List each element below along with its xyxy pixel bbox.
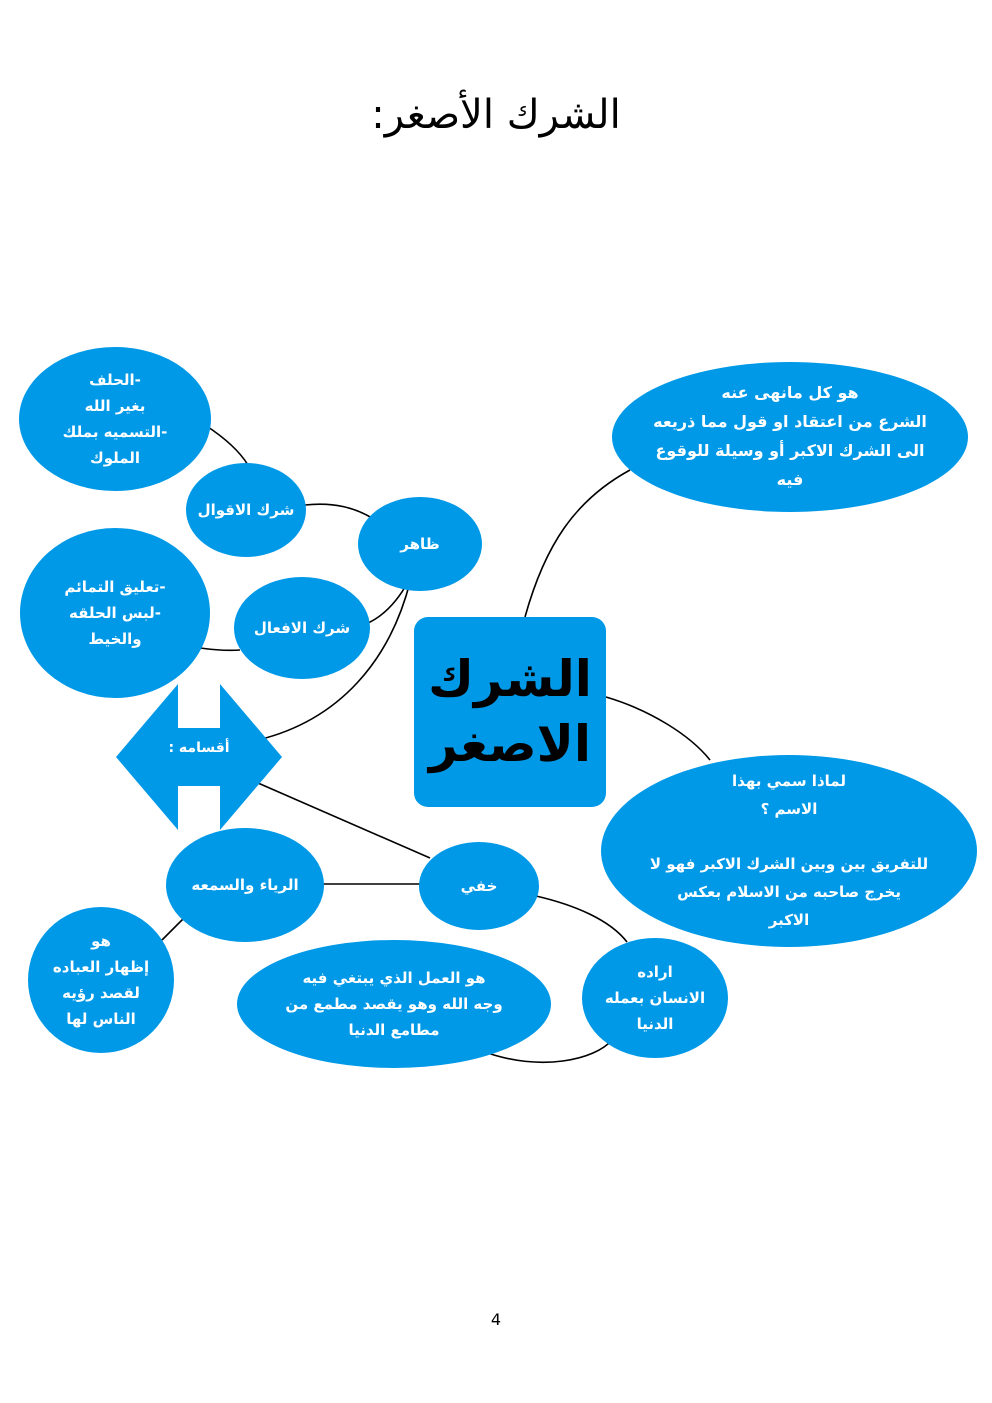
definition-bubble — [612, 362, 968, 512]
why-named-bubble — [601, 755, 977, 947]
page-title: الشرك الأصغر: — [371, 92, 621, 138]
hidden-text: خفي — [460, 876, 498, 895]
deeds-shirk-text: شرك الافعال — [253, 618, 351, 637]
connector-hidden-intent — [536, 896, 627, 942]
intent-definition-bubble — [237, 940, 551, 1068]
words-shirk-bubble — [186, 463, 306, 557]
apparent-text: ظاهر — [400, 534, 440, 553]
double-arrow-shape — [116, 684, 282, 830]
connector-words-examples — [205, 425, 248, 465]
deeds-examples-text: -تعليق التمائم -لبس الحلقه والخيط — [64, 577, 166, 649]
intent-bubble — [582, 938, 728, 1058]
divisions-label: أقسامه : — [168, 740, 230, 756]
riya-bubble — [166, 828, 324, 942]
center-topic-box — [414, 617, 606, 807]
why-named-text: لماذا سمي بهذا الاسم ؟ للتفريق بين وبين الشرك الاكبر فهو لا يخرج صاحبه من الاسلام بعكس الاكبر — [649, 771, 929, 929]
connector-deeds-examples — [200, 648, 240, 650]
intent-text: اراده الانسان بعمله الدنيا — [604, 962, 706, 1034]
connector-center-definition — [525, 470, 630, 617]
intent-definition-text: هو العمل الذي يبتغي فيه وجه الله وهو يقصد مطمع من مطامع الدنيا — [285, 968, 503, 1040]
connector-apparent-words — [305, 504, 372, 518]
connector-center-why — [606, 697, 710, 760]
apparent-bubble — [358, 497, 482, 591]
riya-text: الرياء والسمعه — [191, 875, 299, 894]
deeds-shirk-bubble — [234, 577, 370, 679]
page-number: 4 — [490, 1310, 502, 1329]
riya-definition-text: هو إظهار العباده لقصد رؤيه الناس لها — [52, 931, 150, 1029]
words-shirk-text: شرك الاقوال — [197, 500, 295, 519]
hidden-bubble — [419, 842, 539, 930]
center-topic-text: الشرك الاصغر — [428, 650, 592, 773]
definition-text: هو كل مانهى عنه الشرع من اعتقاد او قول مما ذريعه الى الشرك الاكبر أو وسيلة للوقوع فيه — [653, 383, 927, 489]
connector-riya-def — [162, 917, 185, 940]
words-examples-bubble — [19, 347, 211, 491]
deeds-examples-bubble — [20, 528, 210, 698]
words-examples-text: -الحلف بغير الله -التسميه بملك الملوك — [62, 370, 168, 468]
riya-definition-bubble — [28, 907, 174, 1053]
